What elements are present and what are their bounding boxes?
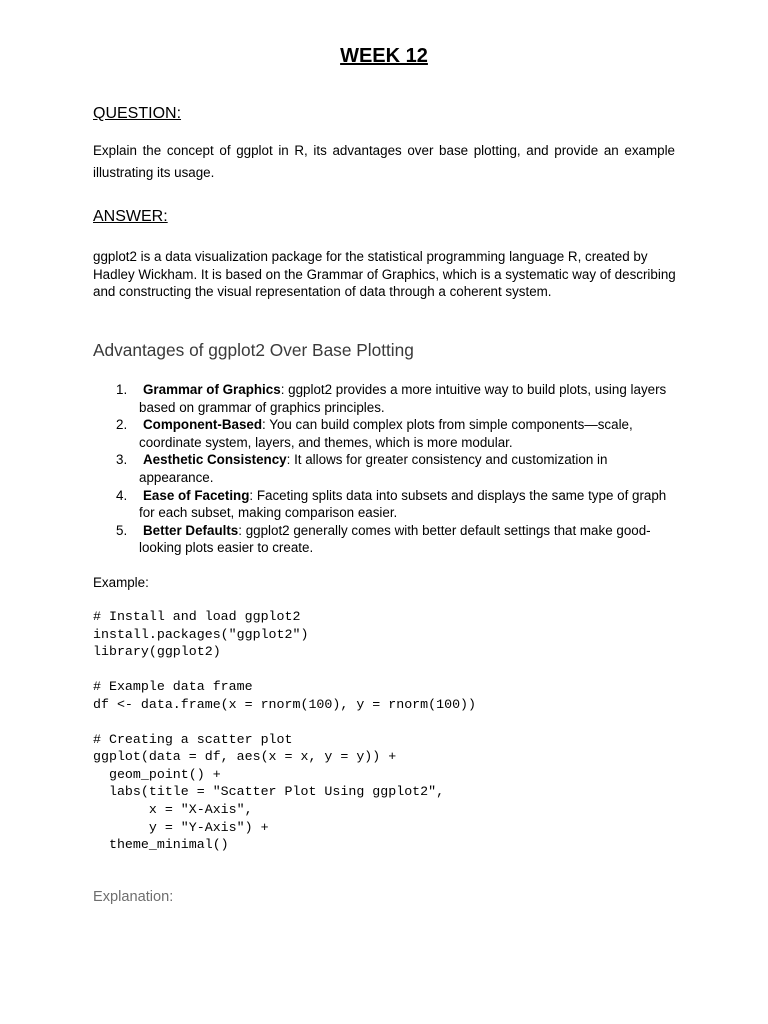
answer-text: ggplot2 is a data visualization package for the statistical programming language R, created by Hadley Wickham. It is based on the Grammar of Graphics, which is a systematic way of describing and constructing the visual representation of data through a coherent system.	[93, 249, 676, 300]
list-item-number: 1.	[116, 382, 128, 397]
answer-heading: ANSWER:	[93, 208, 168, 225]
list-item-term: Component-Based	[143, 417, 263, 433]
list-item	[113, 416, 683, 451]
list-item-text: : You can build complex plots from simple components—scale, coordinate system, layers, and themes, which is more modular.	[139, 417, 633, 450]
list-item-text: : ggplot2 provides a more intuitive way to build plots, using layers based on grammar of graphics principles.	[139, 382, 667, 415]
list-item	[113, 487, 683, 522]
list-item-number: 3.	[116, 452, 128, 468]
list-item-text: : ggplot2 generally comes with better default settings that make good-looking plots easier to create.	[139, 522, 651, 556]
list-item-text: : Faceting splits data into subsets and displays the same type of graph for each subset, making comparison easier.	[139, 487, 667, 521]
list-item-term: Better Defaults	[143, 522, 239, 538]
example-label: Example:	[93, 575, 149, 590]
advantages-list	[113, 381, 683, 557]
list-item	[113, 451, 683, 486]
list-item-term: Aesthetic Consistency	[143, 452, 287, 468]
page-title: WEEK 12	[340, 45, 428, 67]
list-item-number: 2.	[116, 417, 128, 433]
list-item	[113, 381, 683, 416]
list-item-term: Ease of Faceting	[143, 487, 250, 503]
list-item-term: Grammar of Graphics	[143, 382, 281, 397]
question-text: Explain the concept of ggplot in R, its advantages over base plotting, and provide an example illustrating its usage.	[93, 143, 675, 180]
question-heading: QUESTION:	[93, 105, 182, 122]
list-item-number: 4.	[116, 487, 128, 503]
explanation-heading: Explanation:	[93, 889, 174, 905]
list-item-number: 5.	[116, 522, 128, 538]
list-item-text: : It allows for greater consistency and customization in appearance.	[139, 452, 608, 485]
list-item	[113, 522, 683, 557]
code-block: # Install and load ggplot2 install.packages("ggplot2") library(ggplot2) # Example data frame df <- data.frame(x = rnorm(100), y = rnorm(100)) # Creating a scatter plot ggplot(data = df, aes(x = x, y = y)) + geom_point() + labs(title = "Scatter Plot Using ggplot2", x = "X-Axis", y = "Y-Axis") + theme_minimal()	[93, 609, 477, 853]
advantages-heading: Advantages of ggplot2 Over Base Plotting	[93, 340, 414, 360]
